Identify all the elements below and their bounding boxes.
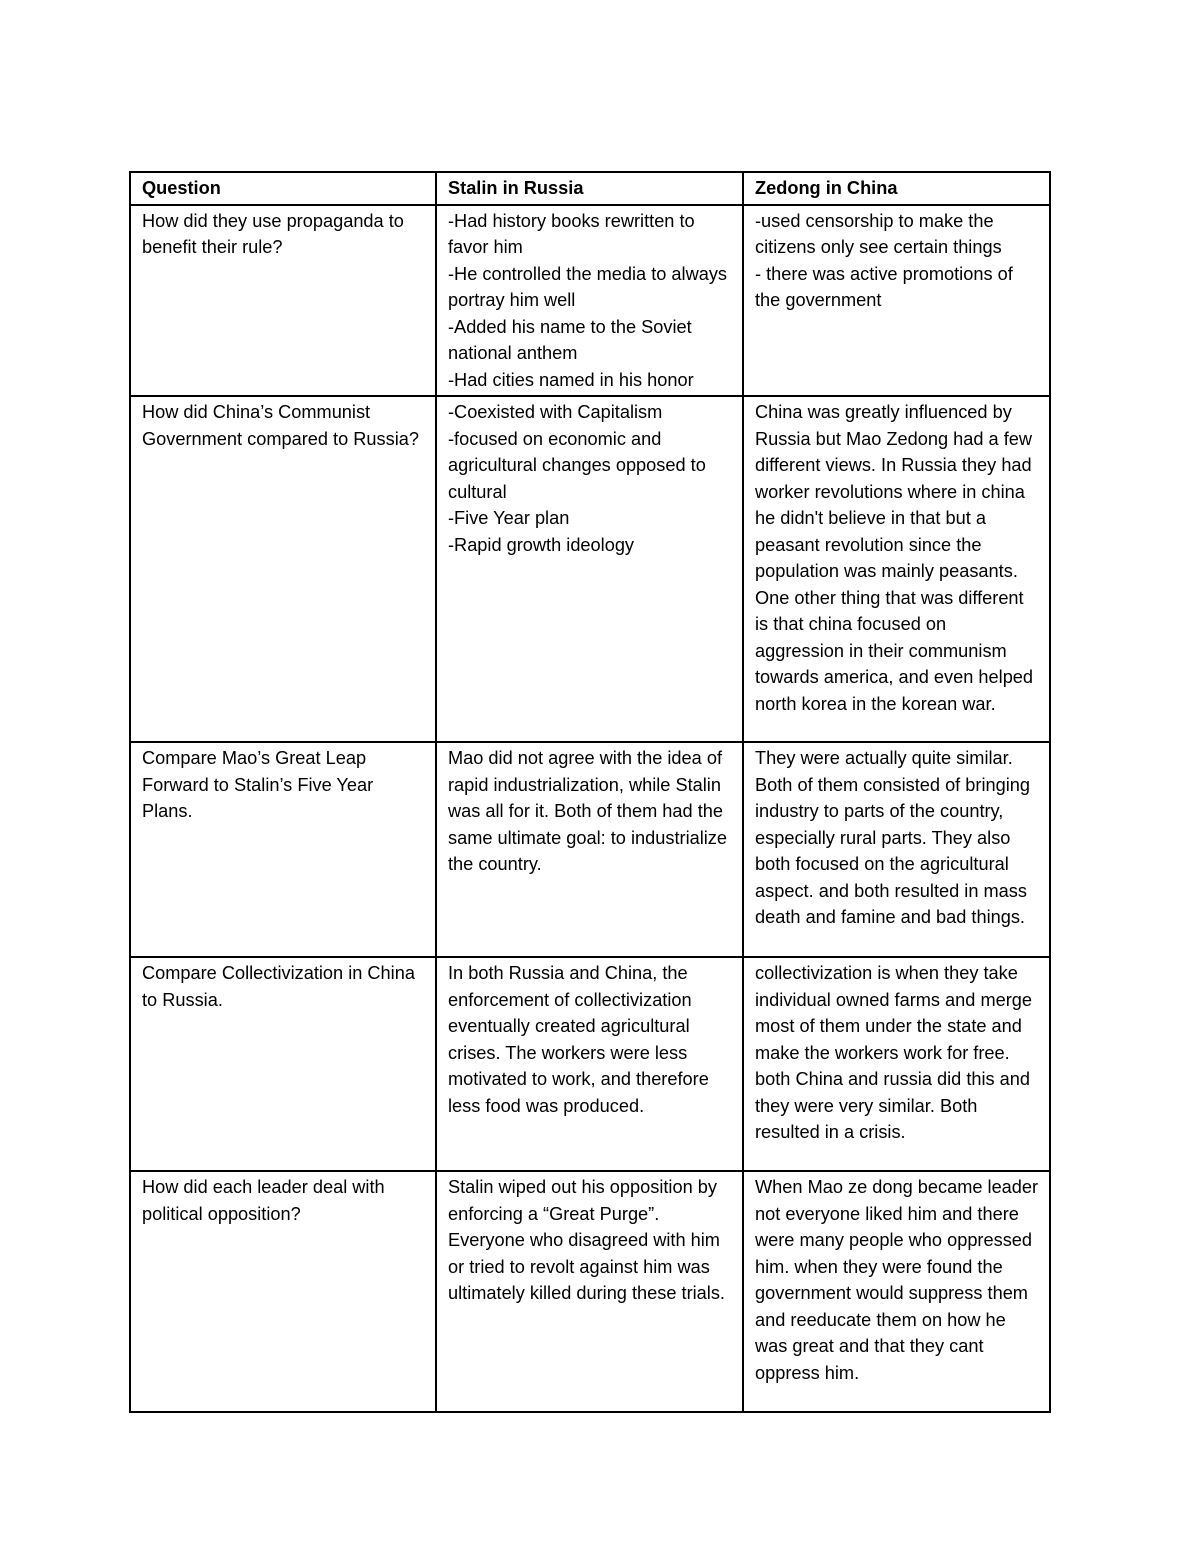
cell-text: -Had history books rewritten to favor him [448,210,695,257]
cell-text: collectivization is when they take individual owned farms and merge most of them under the state and make the workers work for free. both China and russia did this and they were very similar. Both resulted in a crisis. [755,963,1033,1142]
cell-text: -Had cities named in his honor [448,369,694,390]
cell-text: - there was active promotions of the government [755,263,1013,310]
stalin-cell [436,957,743,1171]
cell-text: How did each leader deal with political opposition? [142,1177,385,1224]
zedong-cell [743,1171,1050,1412]
question-cell [130,742,436,957]
header-zedong: Zedong in China [743,172,1050,205]
zedong-cell [743,396,1050,742]
question-cell [130,205,436,397]
question-cell [130,396,436,742]
header-stalin: Stalin in Russia [436,172,743,205]
cell-text: How did China’s Communist Government compared to Russia? [142,402,419,449]
stalin-cell [436,205,743,397]
cell-text: -He controlled the media to always portray him well [448,263,728,310]
cell-text: -focused on economic and agricultural changes opposed to cultural [448,428,706,502]
cell-text: Compare Collectivization in China to Russia. [142,963,415,1010]
stalin-cell [436,396,743,742]
cell-text: Stalin wiped out his opposition by enforcing a “Great Purge”. Everyone who disagreed with him or tried to revolt against him was ultimately killed during these trials. [448,1177,725,1303]
cell-text: -Rapid growth ideology [448,534,635,555]
question-cell [130,1171,436,1412]
header-row [130,172,1050,205]
stalin-cell [436,1171,743,1412]
cell-text: China was greatly influenced by Russia but Mao Zedong had a few different views. In Russia they had worker revolutions where in china he didn't believe in that but a peasant revolution since the population was mainly peasants. One other thing that was different is that china focused on aggression in their communism towards america, and even helped north korea in the korean war. [755,402,1034,714]
comparison-table [129,171,1051,1413]
table-row [130,742,1050,957]
cell-text: -used censorship to make the citizens only see certain things [755,210,1002,257]
cell-text: -Coexisted with Capitalism [448,402,663,422]
zedong-cell [743,957,1050,1171]
table-row [130,205,1050,397]
cell-text: They were actually quite similar. Both of them consisted of bringing industry to parts of the country, especially rural parts. They also both focused on the agricultural aspect. and both resulted in mass death and famine and bad things. [755,748,1030,927]
table-row [130,1171,1050,1412]
table-row [130,957,1050,1171]
zedong-cell [743,742,1050,957]
header-question: Question [130,172,436,205]
cell-text: Compare Mao’s Great Leap Forward to Stalin’s Five Year Plans. [142,748,374,821]
cell-text: -Five Year plan [448,508,570,528]
cell-text: How did they use propaganda to benefit their rule? [142,210,404,257]
table-row [130,396,1050,742]
cell-text: When Mao ze dong became leader not everyone liked him and there were many people who oppressed him. when they were found the government would suppress them and reeducate them on how he was great and that they cant oppress him. [755,1177,1039,1383]
question-cell [130,957,436,1171]
cell-text: Mao did not agree with the idea of rapid industrialization, while Stalin was all for it. Both of them had the same ultimate goal: to industrialize the country. [448,748,728,874]
stalin-cell [436,742,743,957]
cell-text: -Added his name to the Soviet national anthem [448,316,692,363]
cell-text: In both Russia and China, the enforcement of collectivization eventually created agricultural crises. The workers were less motivated to work, and therefore less food was produced. [448,963,709,1116]
zedong-cell [743,205,1050,397]
